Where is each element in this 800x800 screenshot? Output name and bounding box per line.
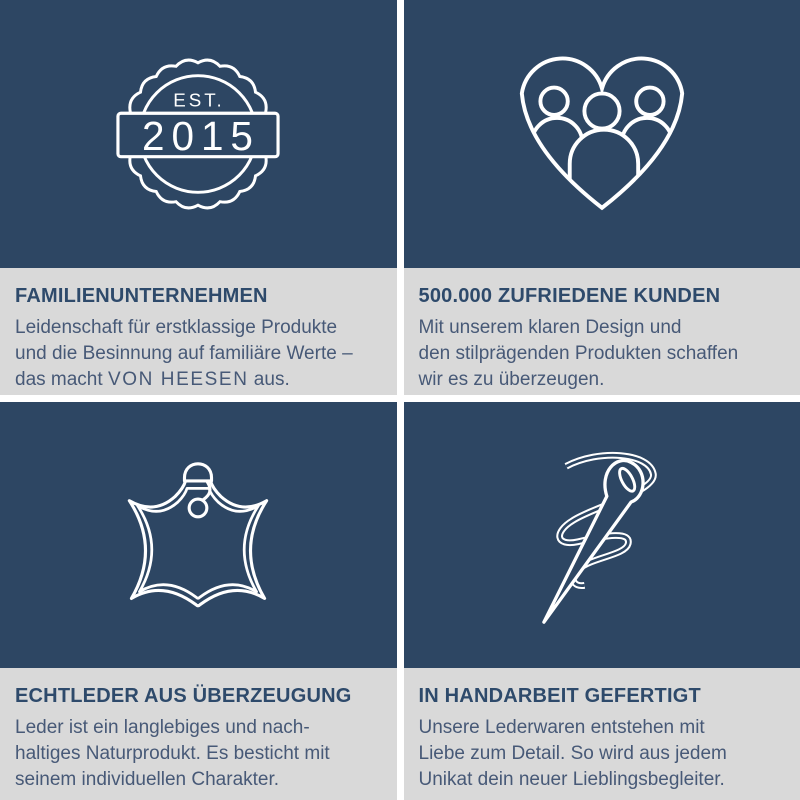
panel-heading: FAMILIENUNTERNEHMEN [15, 285, 268, 307]
panel-body-line: Unikat dein neuer Lieblingsbegleiter. [418, 769, 725, 790]
leather-hide-icon [125, 457, 271, 613]
icon-box-leather [0, 402, 397, 668]
icon-box-badge [0, 0, 397, 268]
panel-body-line: Leidenschaft für erstklassige Produkte [15, 317, 338, 338]
feature-panel-handarbeit [404, 402, 800, 800]
panel-heading: ECHTLEDER AUS ÜBERZEUGUNG [15, 685, 352, 707]
feature-panel-kunden [404, 0, 800, 395]
panel-body-line: Mit unserem klaren Design und [418, 317, 682, 338]
heart-family-icon [514, 56, 690, 213]
text-box-kunden [404, 268, 800, 395]
panel-heading: 500.000 ZUFRIEDENE KUNDEN [418, 285, 721, 307]
text-box-echtleder [0, 668, 397, 800]
panel-body-line: seinem individuellen Charakter. [15, 769, 280, 790]
text-box-familienunternehmen [0, 268, 397, 395]
est-2015-badge-icon [114, 50, 282, 218]
feature-panel-familienunternehmen [0, 0, 397, 395]
panel-body-line: Liebe zum Detail. So wird aus jedem [418, 743, 727, 764]
brand-name: VON HEESEN [107, 369, 249, 390]
badge-est-text: EST. [173, 89, 225, 111]
body-text-post: aus. [248, 369, 290, 390]
panel-body-line: den stilprägenden Produkten schaffen [418, 343, 739, 364]
icon-box-heart [404, 0, 800, 268]
panel-heading: IN HANDARBEIT GEFERTIGT [418, 685, 701, 707]
badge-year-text: 2015 [142, 112, 261, 159]
panel-body-line: haltiges Naturprodukt. Es besticht mit [15, 743, 330, 764]
panel-body-line: Unsere Lederwaren entstehen mit [418, 717, 705, 738]
body-text-pre: das macht [15, 369, 108, 390]
panel-body-line: und die Besinnung auf familiäre Werte – [15, 343, 353, 364]
feature-panel-echtleder [0, 402, 397, 800]
panel-body-line [15, 367, 387, 393]
icon-box-needle [404, 402, 800, 668]
panel-body-line: wir es zu überzeugen. [418, 369, 605, 390]
needle-thread-icon [539, 443, 665, 627]
panel-body-line: Leder ist ein langlebiges und nach- [15, 717, 310, 738]
text-box-handarbeit [404, 668, 800, 800]
